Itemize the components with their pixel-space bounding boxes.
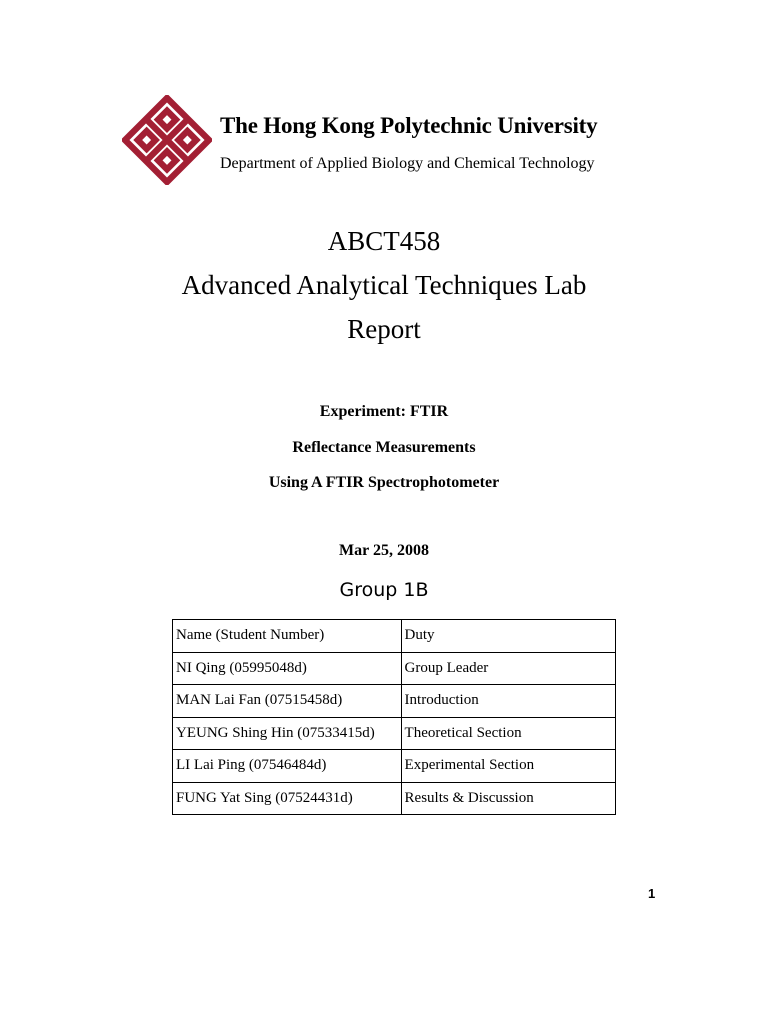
header-name-cell: Name (Student Number) xyxy=(173,620,402,653)
university-logo xyxy=(122,95,212,185)
university-name: The Hong Kong Polytechnic University xyxy=(220,113,598,138)
member-name-cell: MAN Lai Fan (07515458d) xyxy=(173,685,402,718)
course-code: ABCT458 xyxy=(327,226,441,256)
member-name-cell: NI Qing (05995048d) xyxy=(173,652,402,685)
member-duty-cell: Experimental Section xyxy=(401,750,615,783)
member-duty-cell: Results & Discussion xyxy=(401,782,615,815)
table-row xyxy=(173,782,616,815)
group-label: Group 1B xyxy=(339,579,429,601)
table-row xyxy=(173,750,616,783)
member-name-cell: YEUNG Shing Hin (07533415d) xyxy=(173,717,402,750)
header-duty-cell: Duty xyxy=(401,620,615,653)
page-number: 1 xyxy=(648,886,656,901)
members-table xyxy=(172,619,616,815)
report-title-line-2: Report xyxy=(347,314,421,344)
report-date: Mar 25, 2008 xyxy=(339,542,429,559)
table-row xyxy=(173,652,616,685)
table-row xyxy=(173,685,616,718)
experiment-method: Using A FTIR Spectrophotometer xyxy=(268,474,500,491)
report-title-line-1: Advanced Analytical Techniques Lab xyxy=(181,270,587,300)
member-duty-cell: Theoretical Section xyxy=(401,717,615,750)
member-name-cell: LI Lai Ping (07546484d) xyxy=(173,750,402,783)
member-duty-cell: Introduction xyxy=(401,685,615,718)
table-header-row xyxy=(173,620,616,653)
member-name-cell: FUNG Yat Sing (07524431d) xyxy=(173,782,402,815)
experiment-subtitle: Reflectance Measurements xyxy=(292,439,476,456)
table-row xyxy=(173,717,616,750)
member-duty-cell: Group Leader xyxy=(401,652,615,685)
experiment-title: Experiment: FTIR xyxy=(319,403,449,420)
department-name: Department of Applied Biology and Chemical Technology xyxy=(220,155,595,172)
